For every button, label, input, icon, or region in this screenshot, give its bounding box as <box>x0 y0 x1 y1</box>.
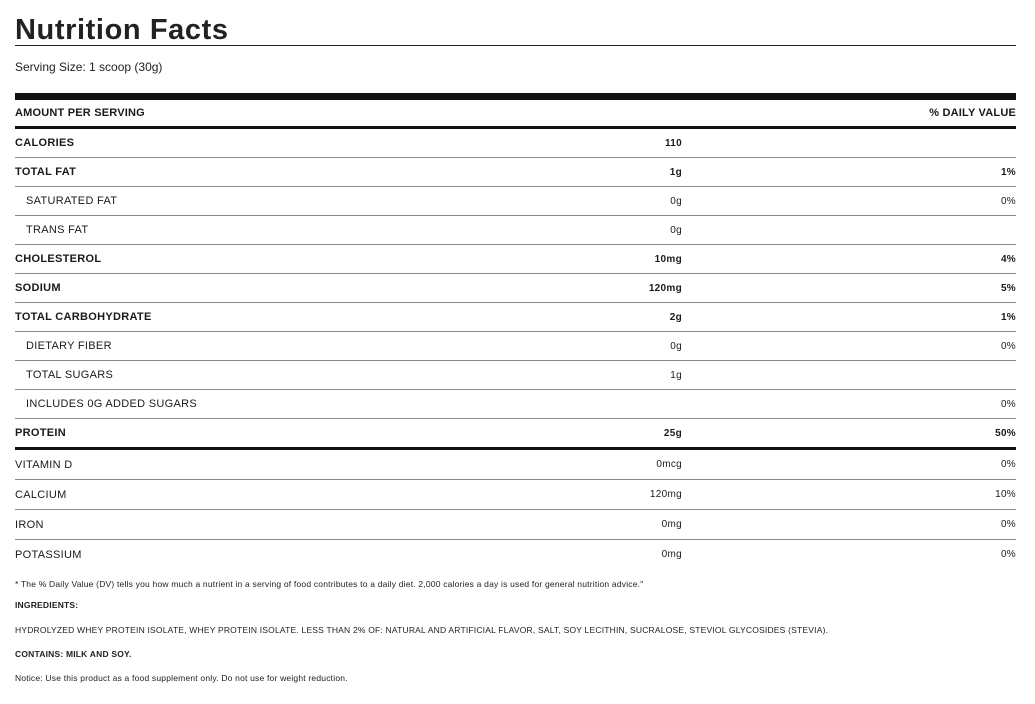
nutrient-amount: 25g <box>663 428 682 439</box>
nutrient-amount: 0mcg <box>656 459 682 470</box>
nutrient-amount: 0g <box>670 225 682 236</box>
nutrient-name: CHOLESTEROL <box>15 253 102 265</box>
table-row <box>15 540 1016 569</box>
nutrient-name: POTASSIUM <box>15 549 82 561</box>
nutrient-dv: 50% <box>995 428 1016 439</box>
nutrient-amount: 0mg <box>661 519 682 530</box>
nutrient-name: SODIUM <box>15 282 61 294</box>
nutrient-name: CALORIES <box>15 137 75 149</box>
nutrient-name: SATURATED FAT <box>26 195 118 207</box>
nutrient-dv: 10% <box>995 489 1016 500</box>
daily-value-label: % DAILY VALUE <box>929 107 1016 119</box>
table-row <box>15 332 1016 361</box>
table-row <box>15 419 1016 450</box>
ingredients-heading: INGREDIENTS: <box>15 600 79 610</box>
nutrient-dv: 0% <box>1000 196 1016 207</box>
ingredients-text: HYDROLYZED WHEY PROTEIN ISOLATE, WHEY PROTEIN ISOLATE. LESS THAN 2% OF: NATURAL AND ARTIFICIAL FLAVOR, SALT, SOY LECITHIN, SUCRALOSE, STEVIOL GLYCOSIDES (STEVIA). <box>15 625 829 635</box>
table-row <box>15 129 1016 158</box>
nutrient-dv: 0% <box>1000 399 1016 410</box>
nutrient-dv: 1% <box>1000 312 1016 323</box>
table-row <box>15 216 1016 245</box>
table-row <box>15 390 1016 419</box>
nutrient-amount: 2g <box>669 312 682 323</box>
nutrient-dv: 1% <box>1000 167 1016 178</box>
allergen-statement: CONTAINS: MILK AND SOY. <box>15 649 132 659</box>
nutrient-amount: 0g <box>670 196 682 207</box>
table-row <box>15 510 1016 540</box>
usage-notice: Notice: Use this product as a food supplement only. Do not use for weight reduction. <box>15 673 348 683</box>
nutrient-amount: 1g <box>669 167 682 178</box>
daily-value-footnote: * The % Daily Value (DV) tells you how much a nutrient in a serving of food contributes to a daily diet. 2,000 calories a day is used for general nutrition advice." <box>15 579 644 589</box>
nutrient-dv: 0% <box>1000 459 1016 470</box>
nutrient-dv: 4% <box>1000 254 1016 265</box>
table-row <box>15 245 1016 274</box>
nutrient-name: TOTAL CARBOHYDRATE <box>15 311 152 323</box>
amount-per-serving-label: AMOUNT PER SERVING <box>15 107 145 119</box>
nutrient-amount: 10mg <box>654 254 682 265</box>
thick-divider <box>15 93 1016 100</box>
nutrient-dv: 0% <box>1000 549 1016 560</box>
nutrient-dv: 5% <box>1000 283 1016 294</box>
nutrient-name: TOTAL FAT <box>15 166 77 178</box>
nutrient-name: INCLUDES 0G ADDED SUGARS <box>26 398 198 410</box>
nutrient-name: IRON <box>15 519 44 531</box>
nutrient-name: PROTEIN <box>15 427 66 439</box>
table-row <box>15 303 1016 332</box>
nutrient-name: VITAMIN D <box>15 459 73 471</box>
nutrient-dv: 0% <box>1000 341 1016 352</box>
nutrient-dv: 0% <box>1000 519 1016 530</box>
nutrient-amount: 0mg <box>661 549 682 560</box>
table-header <box>15 100 1016 129</box>
nutrient-amount: 110 <box>664 138 682 149</box>
nutrition-facts-panel <box>15 0 1016 683</box>
serving-size: Serving Size: 1 scoop (30g) <box>15 60 163 74</box>
nutrient-name: CALCIUM <box>15 489 67 501</box>
nutrient-name: TOTAL SUGARS <box>26 369 114 381</box>
table-row <box>15 187 1016 216</box>
table-row <box>15 361 1016 390</box>
nutrient-amount: 1g <box>670 370 682 381</box>
nutrient-name: DIETARY FIBER <box>26 340 112 352</box>
page-title: Nutrition Facts <box>15 14 229 46</box>
table-row <box>15 480 1016 510</box>
table-row <box>15 158 1016 187</box>
table-row <box>15 450 1016 480</box>
nutrient-amount: 0g <box>670 341 682 352</box>
nutrient-amount: 120mg <box>649 489 682 500</box>
nutrient-amount: 120mg <box>648 283 682 294</box>
table-row <box>15 274 1016 303</box>
nutrient-name: TRANS FAT <box>26 224 89 236</box>
